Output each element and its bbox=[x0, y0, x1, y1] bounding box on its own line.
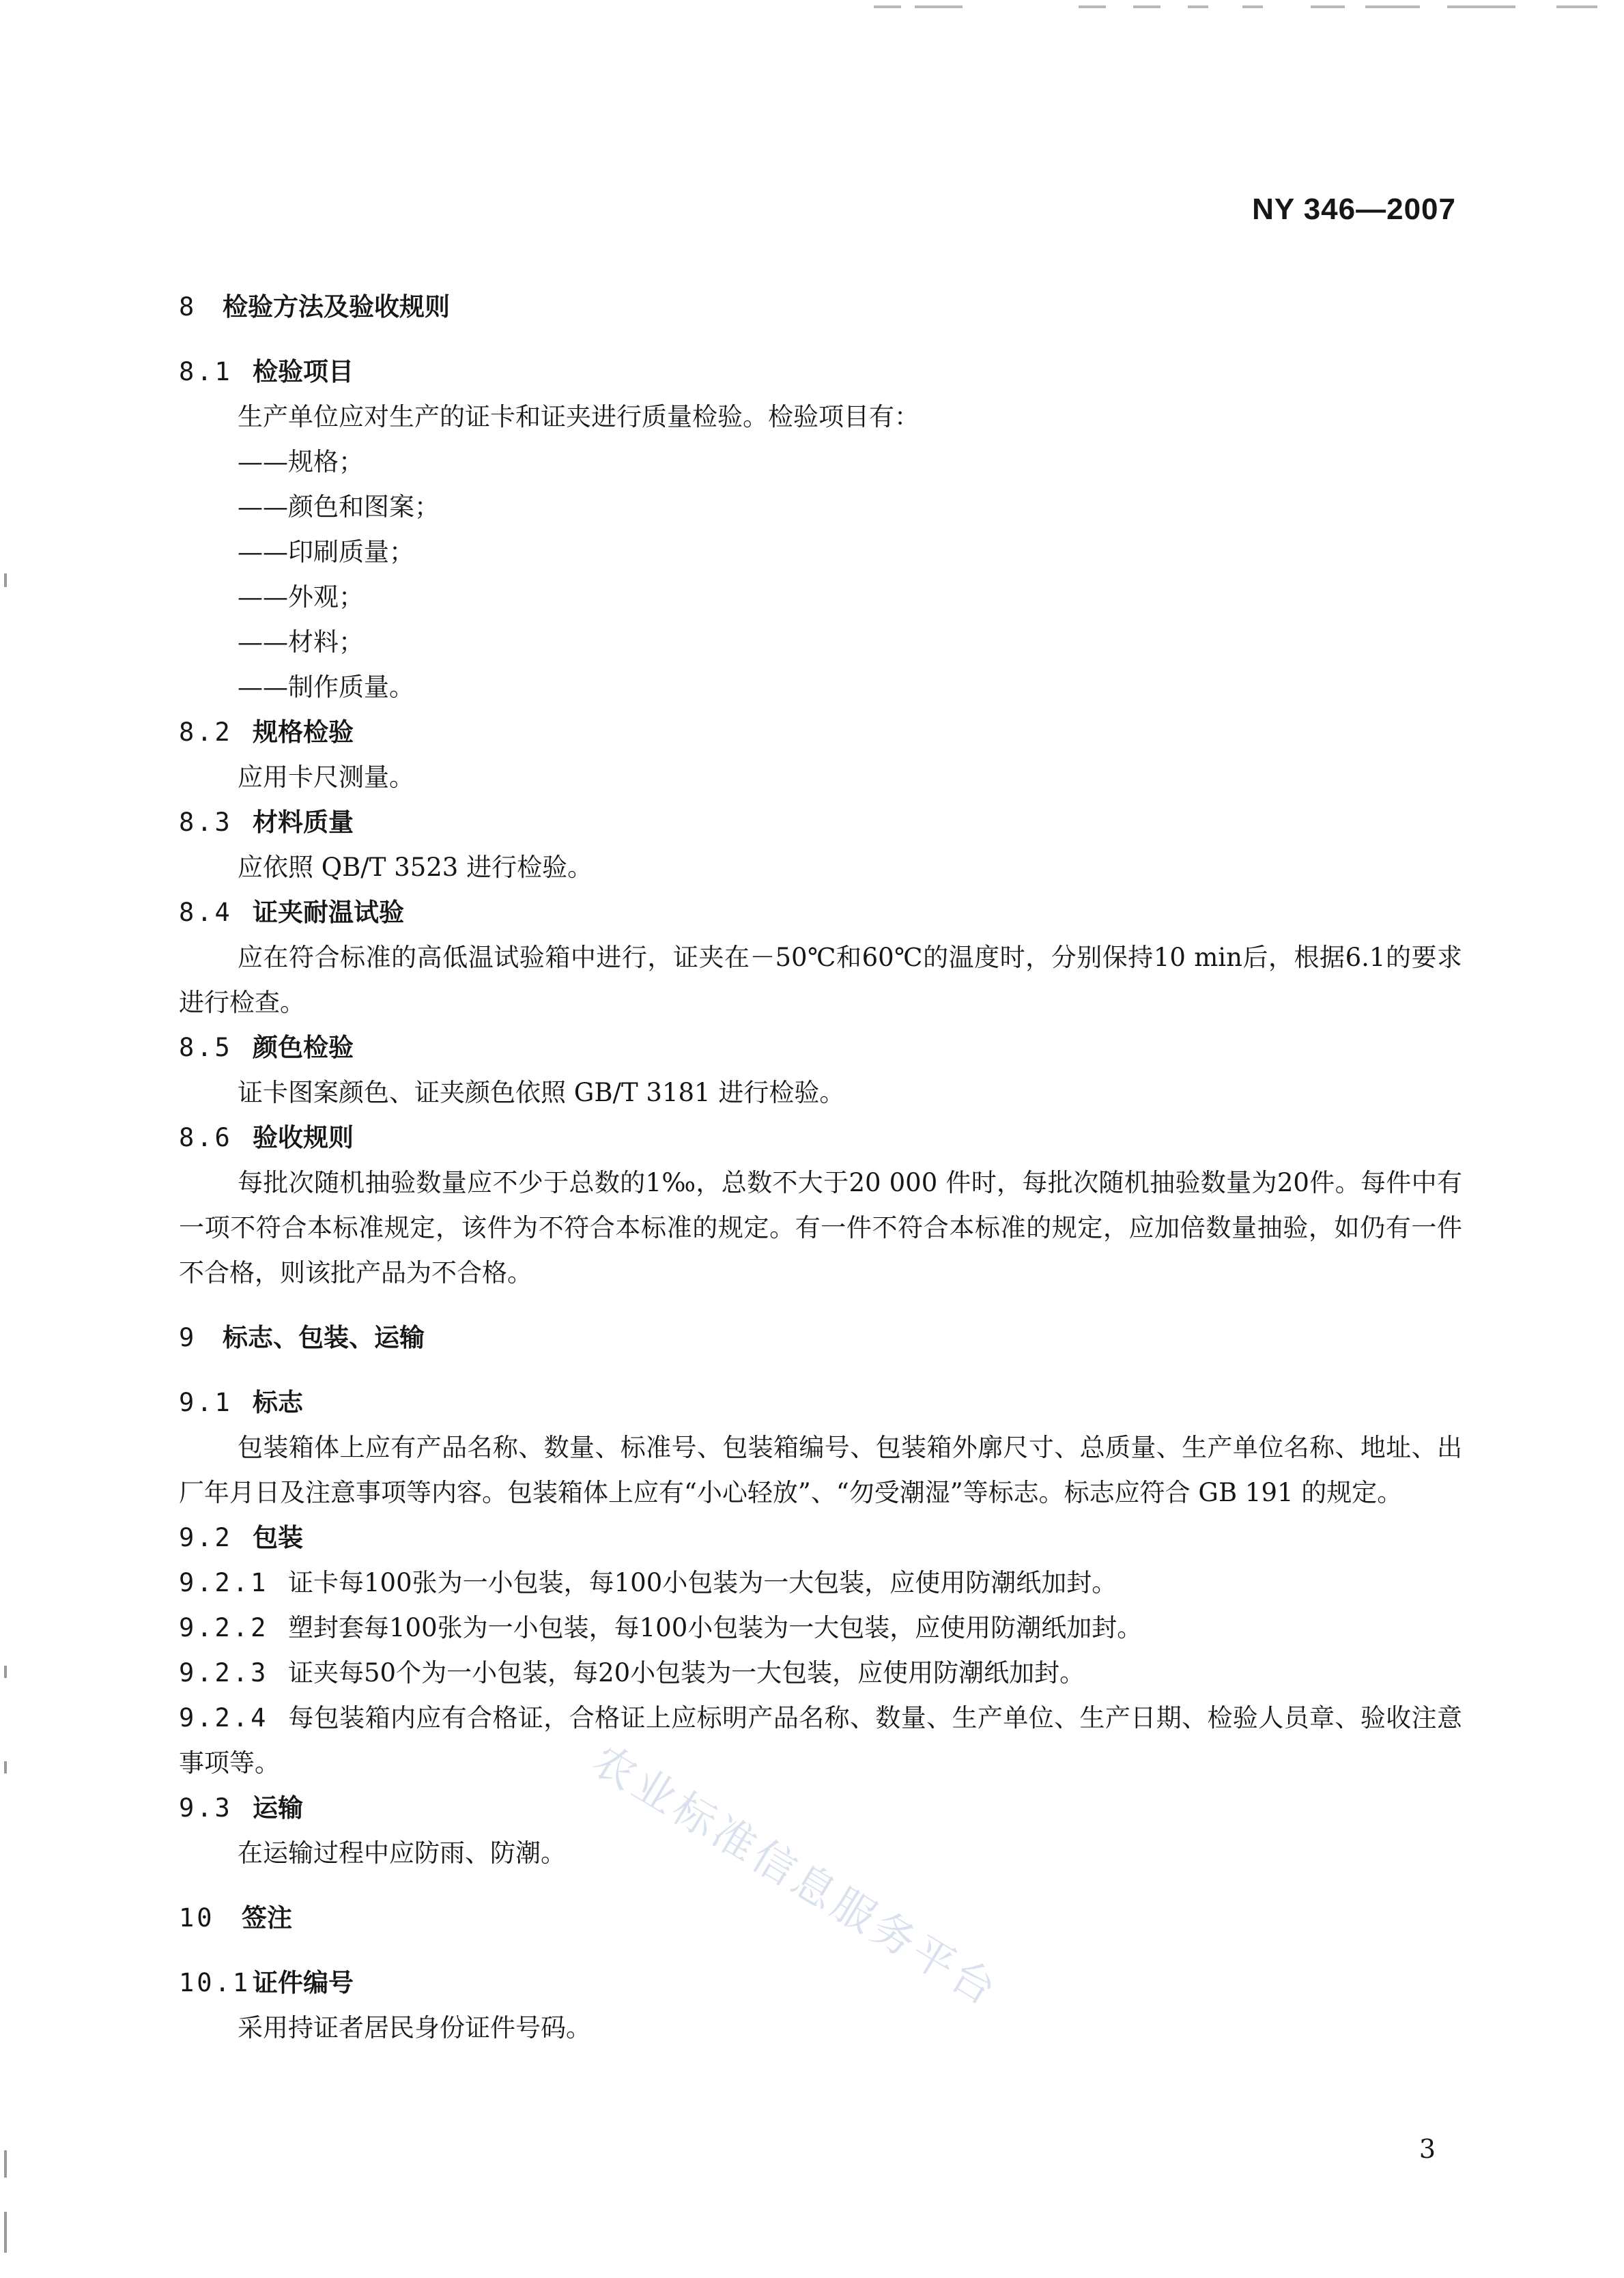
clause-number: 9.2.1 bbox=[179, 1568, 269, 1597]
subsection-number: 9.2 bbox=[179, 1523, 233, 1552]
section-title: 检验方法及验收规则 bbox=[223, 292, 450, 322]
clause bbox=[179, 1606, 1462, 1651]
subsection-number: 9.3 bbox=[179, 1793, 233, 1823]
standard-code: NY 346—2007 bbox=[1252, 193, 1456, 226]
clause-text: 证夹每50个为一小包装，每20小包装为一大包装，应使用防潮纸加封。 bbox=[288, 1658, 1085, 1688]
section-heading bbox=[179, 1318, 1462, 1358]
clause-text: 每包装箱内应有合格证，合格证上应标明产品名称、数量、生产单位、生产日期、检验人员章、验收注意事项等。 bbox=[179, 1703, 1462, 1778]
scan-left-mark bbox=[4, 2212, 7, 2253]
list-item: ——外观； bbox=[238, 582, 364, 612]
document-body bbox=[179, 287, 1462, 2051]
clause-number: 9.2.3 bbox=[179, 1658, 269, 1688]
subsection-title: 包装 bbox=[253, 1523, 303, 1552]
paragraph: 采用持证者居民身份证件号码。 bbox=[238, 2013, 591, 2042]
scan-left-mark bbox=[4, 2150, 7, 2178]
section-number: 10 bbox=[179, 1903, 215, 1933]
section-number: 9 bbox=[179, 1323, 197, 1352]
scan-left-mark bbox=[4, 573, 7, 587]
clause bbox=[179, 1561, 1462, 1606]
subsection-heading bbox=[179, 1786, 1462, 1831]
clause-number: 9.2.4 bbox=[179, 1703, 269, 1733]
subsection-heading bbox=[179, 1115, 1462, 1161]
paragraph: 证卡图案颜色、证夹颜色依照 GB/T 3181 进行检验。 bbox=[238, 1078, 845, 1107]
section-title: 签注 bbox=[242, 1903, 292, 1933]
subsection-number: 8.6 bbox=[179, 1123, 233, 1152]
subsection-title: 运输 bbox=[253, 1793, 303, 1823]
subsection-title: 材料质量 bbox=[253, 808, 354, 837]
subsection-heading bbox=[179, 800, 1462, 845]
subsection-title: 检验项目 bbox=[253, 357, 354, 386]
scan-left-mark bbox=[4, 1761, 7, 1774]
list-item: ——规格； bbox=[238, 447, 364, 476]
subsection-heading bbox=[179, 1961, 1462, 2006]
paragraph: 应依照 QB/T 3523 进行检验。 bbox=[238, 853, 593, 882]
subsection-number: 8.2 bbox=[179, 717, 233, 747]
scan-edge-marks bbox=[874, 0, 1611, 14]
subsection-heading bbox=[179, 710, 1462, 755]
clause bbox=[179, 1651, 1462, 1696]
subsection-number: 8.4 bbox=[179, 898, 233, 927]
section-title: 标志、包装、运输 bbox=[223, 1323, 425, 1352]
paragraph: 生产单位应对生产的证卡和证夹进行质量检验。检验项目有： bbox=[238, 402, 920, 431]
subsection-number: 9.1 bbox=[179, 1388, 233, 1417]
paragraph: 在运输过程中应防雨、防潮。 bbox=[238, 1838, 566, 1868]
subsection-number: 10.1 bbox=[179, 1968, 251, 1997]
clause-text: 塑封套每100张为一小包装，每100小包装为一大包装，应使用防潮纸加封。 bbox=[288, 1613, 1143, 1642]
scan-left-mark bbox=[4, 1666, 7, 1678]
subsection-heading bbox=[179, 1515, 1462, 1561]
paragraph: 包装箱体上应有产品名称、数量、标准号、包装箱编号、包装箱外廓尺寸、总质量、生产单位名称、地址、出厂年月日及注意事项等内容。包装箱体上应有“小心轻放”、“勿受潮湿”等标志。标志应符合 GB 191 的规定。 bbox=[179, 1433, 1462, 1507]
subsection-title: 颜色检验 bbox=[253, 1033, 354, 1062]
subsection-title: 规格检验 bbox=[253, 717, 354, 747]
paragraph: 每批次随机抽验数量应不少于总数的1‰，总数不大于20 000 件时，每批次随机抽验数量为20件。每件中有一项不符合本标准规定，该件为不符合本标准的规定。有一件不符合本标准的规定，应加倍数量抽验，如仍有一件不合格，则该批产品为不合格。 bbox=[179, 1168, 1462, 1287]
section-heading bbox=[179, 287, 1462, 328]
subsection-heading bbox=[179, 350, 1462, 395]
subsection-number: 8.1 bbox=[179, 357, 233, 386]
list-item: ——制作质量。 bbox=[238, 672, 414, 702]
subsection-title: 证件编号 bbox=[253, 1968, 354, 1997]
page-number: 3 bbox=[1419, 2134, 1436, 2164]
paragraph: 应用卡尺测量。 bbox=[238, 763, 414, 792]
clause-text: 证卡每100张为一小包装，每100小包装为一大包装，应使用防潮纸加封。 bbox=[288, 1568, 1117, 1597]
list-item: ——材料； bbox=[238, 627, 364, 657]
paragraph: 应在符合标准的高低温试验箱中进行，证夹在－50℃和60℃的温度时，分别保持10 min后，根据6.1的要求进行检查。 bbox=[179, 943, 1462, 1017]
clause bbox=[179, 1696, 1462, 1786]
subsection-title: 验收规则 bbox=[253, 1123, 354, 1152]
subsection-heading bbox=[179, 890, 1462, 935]
list-item: ——印刷质量； bbox=[238, 537, 414, 567]
subsection-title: 标志 bbox=[253, 1388, 303, 1417]
clause-number: 9.2.2 bbox=[179, 1613, 269, 1642]
watermark: 农业标准信息服务平台 bbox=[584, 1735, 1008, 2017]
subsection-number: 8.3 bbox=[179, 808, 233, 837]
subsection-heading bbox=[179, 1380, 1462, 1425]
subsection-heading bbox=[179, 1025, 1462, 1070]
section-number: 8 bbox=[179, 292, 197, 322]
list-item: ——颜色和图案； bbox=[238, 492, 440, 522]
subsection-number: 8.5 bbox=[179, 1033, 233, 1062]
subsection-title: 证夹耐温试验 bbox=[253, 898, 404, 927]
